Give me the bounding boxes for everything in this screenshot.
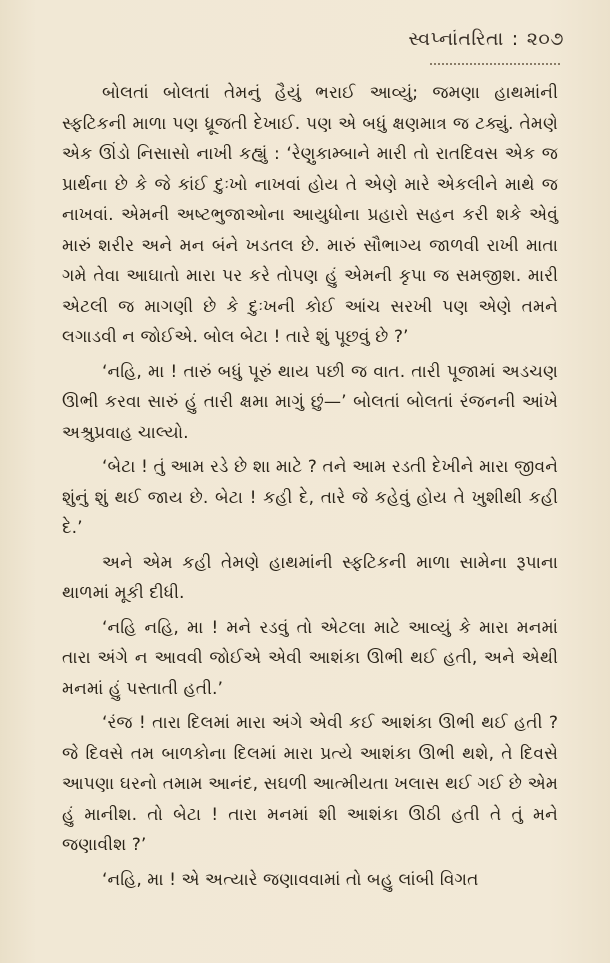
header-separator: : — [511, 28, 519, 50]
paragraph: અને એમ કહી તેમણે હાથમાંની સ્ફટિકની માળા સામેના રૂપાના થાળમાં મૂકી દીધી. — [62, 552, 558, 603]
running-header — [408, 28, 564, 50]
paragraph: ‘નહિ, મા ! તારું બધું પૂરું થાય પછી જ વાત. તારી પૂજામાં અડચણ ઊભી કરવા સારું હું તારી ક્ષમા માગું છું—’ બોલતાં બોલતાં રંજનની આંખે અશ્રુપ્રવાહ ચાલ્યો. — [62, 361, 558, 443]
chapter-title: સ્વપ્નાંતરિતા — [408, 28, 504, 50]
paragraph: બોલતાં બોલતાં તેમનું હૈયું ભરાઈ આવ્યું; જમણા હાથમાંની સ્ફટિકની માળા પણ ધ્રૂજતી દેખાઈ. પણ એ બધું ક્ષણમાત્ર જ ટક્યું. તેમણે એક ઊંડો નિસાસો નાખી કહ્યું : ‘રેણુકામ્બાને મારી તો રાતદિવસ એક જ પ્રાર્થના છે કે જે કાંઈ દુઃખો નાખવાં હોય તે એણે મારે એકલીને માથે જ નાખવાં. એમની અષ્ટભુજાઓના આયુધોના પ્રહારો સહન કરી શકે એવું મારું શરીર અને મન બંને ખડતલ છે. મારું સૌભાગ્ય જાળવી રાખી માતા ગમે તેવા આઘાતો મારા પર કરે તોપણ હું એમની કૃપા જ સમજીશ. મારી એટલી જ માગણી છે કે દુઃખની કોઈ આંચ સરખી પણ એણે તમને લગાડવી ન જોઈએ. બોલ બેટા ! તારે શું પૂછવું છે ?’ — [62, 83, 558, 347]
paragraph: ‘રંજ ! તારા દિલમાં મારા અંગે એવી કઈ આશંકા ઊભી થઈ હતી ? જે દિવસે તમ બાળકોના દિલમાં મારા પ્રત્યે આશંકા ઊભી થશે, તે દિવસે આપણા ઘરનો તમામ આનંદ, સઘળી આત્મીયતા ખલાસ થઈ ગઈ છે એમ હું માનીશ. તો બેટા ! તારા મનમાં શી આશંકા ઊઠી હતી તે તું મને જણાવીશ ?’ — [62, 713, 558, 855]
page-number: ૨૦૭ — [526, 28, 564, 50]
paragraph: ‘બેટા ! તું આમ રડે છે શા માટે ? તને આમ રડતી દેખીને મારા જીવને શુંનું શું થઈ જાય છે. બેટા ! કહી દે, તારે જે કહેવું હોય તે ખુશીથી કહી દે.’ — [62, 457, 558, 538]
body-text — [62, 78, 558, 899]
header-ornament-rule — [430, 57, 560, 65]
paragraph: ‘નહિ નહિ, મા ! મને રડવું તો એટલા માટે આવ્યું કે મારા મનમાં તારા અંગે ન આવવી જોઈએ એવી આશંકા ઊભી થઈ હતી, અને એથી મનમાં હું પસ્તાતી હતી.’ — [62, 617, 558, 699]
paragraph: ‘નહિ, મા ! એ અત્યારે જણાવવામાં તો બહુ લાંબી વિગત — [102, 869, 479, 890]
